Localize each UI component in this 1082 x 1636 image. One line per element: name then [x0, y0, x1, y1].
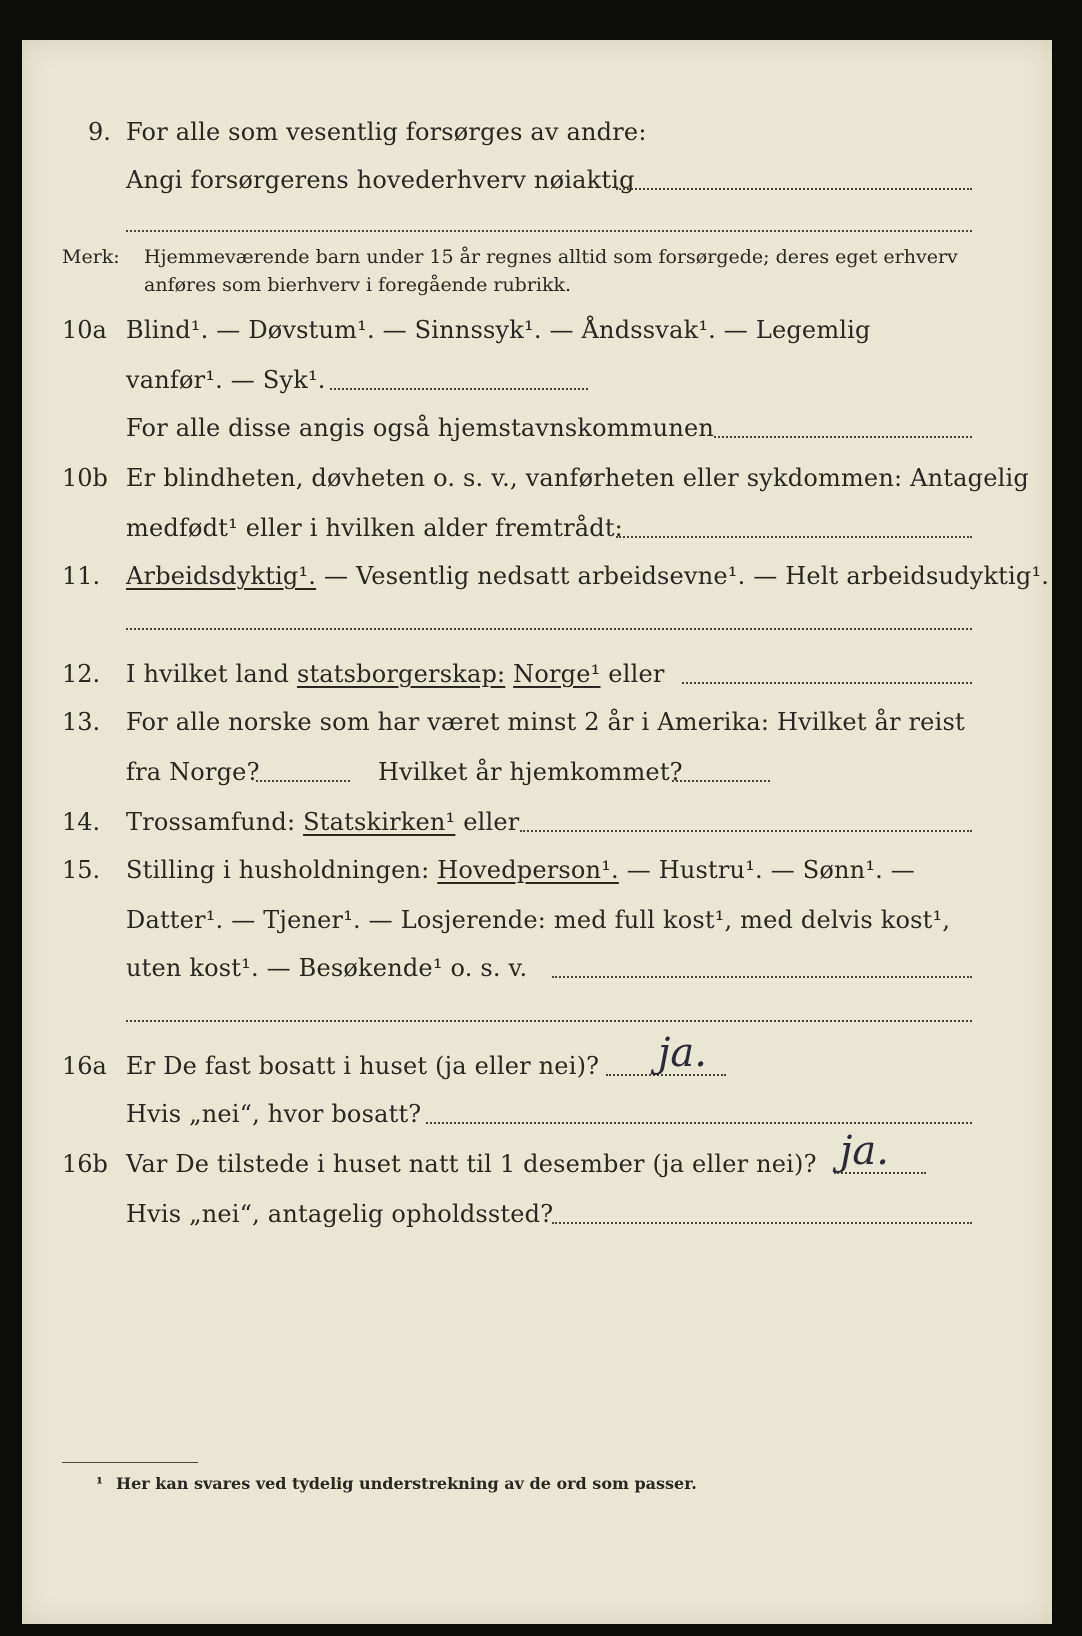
merk-label: Merk:	[62, 246, 120, 268]
q11-line	[126, 562, 1049, 590]
q10b-line1: Er blindheten, døvheten o. s. v., vanførheten eller sykdommen: Antagelig	[126, 464, 1029, 492]
q16b-line1: Var De tilstede i huset natt til 1 desember (ja eller nei)?	[126, 1150, 817, 1178]
q12-pre: I hvilket land	[126, 660, 297, 688]
q16a-number: 16a	[62, 1052, 107, 1080]
q10b-number: 10b	[62, 464, 108, 492]
q13-line2b: Hvilket år hjemkommet?	[378, 758, 683, 786]
q12-space	[505, 660, 513, 688]
q11-number: 11.	[62, 562, 101, 590]
q10a-line1: Blind¹. — Døvstum¹. — Sinnssyk¹. — Åndssvak¹. — Legemlig	[126, 316, 871, 344]
q16b-handwritten-answer: ja.	[840, 1128, 889, 1174]
merk-line1: Hjemmeværende barn under 15 år regnes alltid som forsørgede; deres eget erhverv	[144, 246, 958, 268]
q9-line2: Angi forsørgerens hovederhverv nøiaktig	[126, 166, 635, 194]
q12-answer-line[interactable]	[682, 682, 972, 684]
q14-answer-line[interactable]	[520, 830, 972, 832]
q15-rest1: — Hustru¹. — Sønn¹. —	[618, 856, 916, 884]
q15-number: 15.	[62, 856, 101, 884]
q10b-line2: medfødt¹ eller i hvilken alder fremtrådt:	[126, 514, 623, 542]
q16a-handwritten-answer: ja.	[658, 1030, 707, 1076]
q14-option-statskirken[interactable]: Statskirken¹	[303, 808, 456, 836]
q13-hjemkommet-line[interactable]	[672, 780, 770, 782]
q10a-line3: For alle disse angis også hjemstavnskommunen	[126, 414, 715, 442]
q11-answer-line[interactable]	[126, 628, 972, 630]
q16a-bosatt-line[interactable]	[426, 1122, 972, 1124]
q14-pre: Trossamfund:	[126, 808, 304, 836]
q11-rest: — Vesentlig nedsatt arbeidsevne¹. — Helt arbeidsudyktig¹.	[316, 562, 1050, 590]
footnote-mark: ¹	[96, 1474, 104, 1493]
q14-number: 14.	[62, 808, 101, 836]
q13-line1: For alle norske som har været minst 2 år i Amerika: Hvilket år reist	[126, 708, 965, 736]
q12-line	[126, 660, 665, 688]
q15-line2: Datter¹. — Tjener¹. — Losjerende: med full kost¹, med delvis kost¹,	[126, 906, 951, 934]
q11-option-arbeidsdyktig[interactable]: Arbeidsdyktig¹.	[126, 562, 317, 590]
q13-number: 13.	[62, 708, 101, 736]
footnote-text: Her kan svares ved tydelig understrekning av de ord som passer.	[116, 1474, 697, 1493]
q15-option-hovedperson[interactable]: Hovedperson¹.	[437, 856, 619, 884]
q10a-line2: vanfør¹. — Syk¹.	[126, 366, 326, 394]
q12-number: 12.	[62, 660, 101, 688]
q10a-hometown-line[interactable]	[714, 436, 972, 438]
q15-pre: Stilling i husholdningen:	[126, 856, 438, 884]
q14-line	[126, 808, 519, 836]
q15-answer-line-2[interactable]	[126, 1020, 972, 1022]
q10b-answer-line[interactable]	[616, 536, 972, 538]
merk-line2: anføres som bierhverv i foregående rubrikk.	[144, 274, 572, 296]
q9-number: 9.	[88, 118, 111, 146]
q15-line3: uten kost¹. — Besøkende¹ o. s. v.	[126, 954, 528, 982]
q12-post: eller	[600, 660, 665, 688]
q15-answer-line[interactable]	[552, 976, 972, 978]
q10a-answer-line[interactable]	[330, 388, 588, 390]
q9-answer-line-2[interactable]	[126, 230, 972, 232]
q13-line2a: fra Norge?	[126, 758, 260, 786]
q16b-line2: Hvis „nei“, antagelig opholdssted?	[126, 1200, 554, 1228]
footnote-divider	[62, 1462, 198, 1463]
q16b-opholdssted-line[interactable]	[552, 1222, 972, 1224]
q12-statsborgerskap: statsborgerskap:	[296, 660, 506, 688]
q16a-line1: Er De fast bosatt i huset (ja eller nei)?	[126, 1052, 600, 1080]
q16a-line2: Hvis „nei“, hvor bosatt?	[126, 1100, 422, 1128]
q14-post: eller	[455, 808, 520, 836]
q16b-number: 16b	[62, 1150, 108, 1178]
q9-line1: For alle som vesentlig forsørges av andre:	[126, 118, 647, 146]
q10a-number: 10a	[62, 316, 107, 344]
q15-line1	[126, 856, 915, 884]
q9-answer-line[interactable]	[616, 188, 972, 190]
census-form-page	[22, 40, 1052, 1624]
q12-option-norge[interactable]: Norge¹	[513, 660, 601, 688]
q13-reist-line[interactable]	[256, 780, 350, 782]
